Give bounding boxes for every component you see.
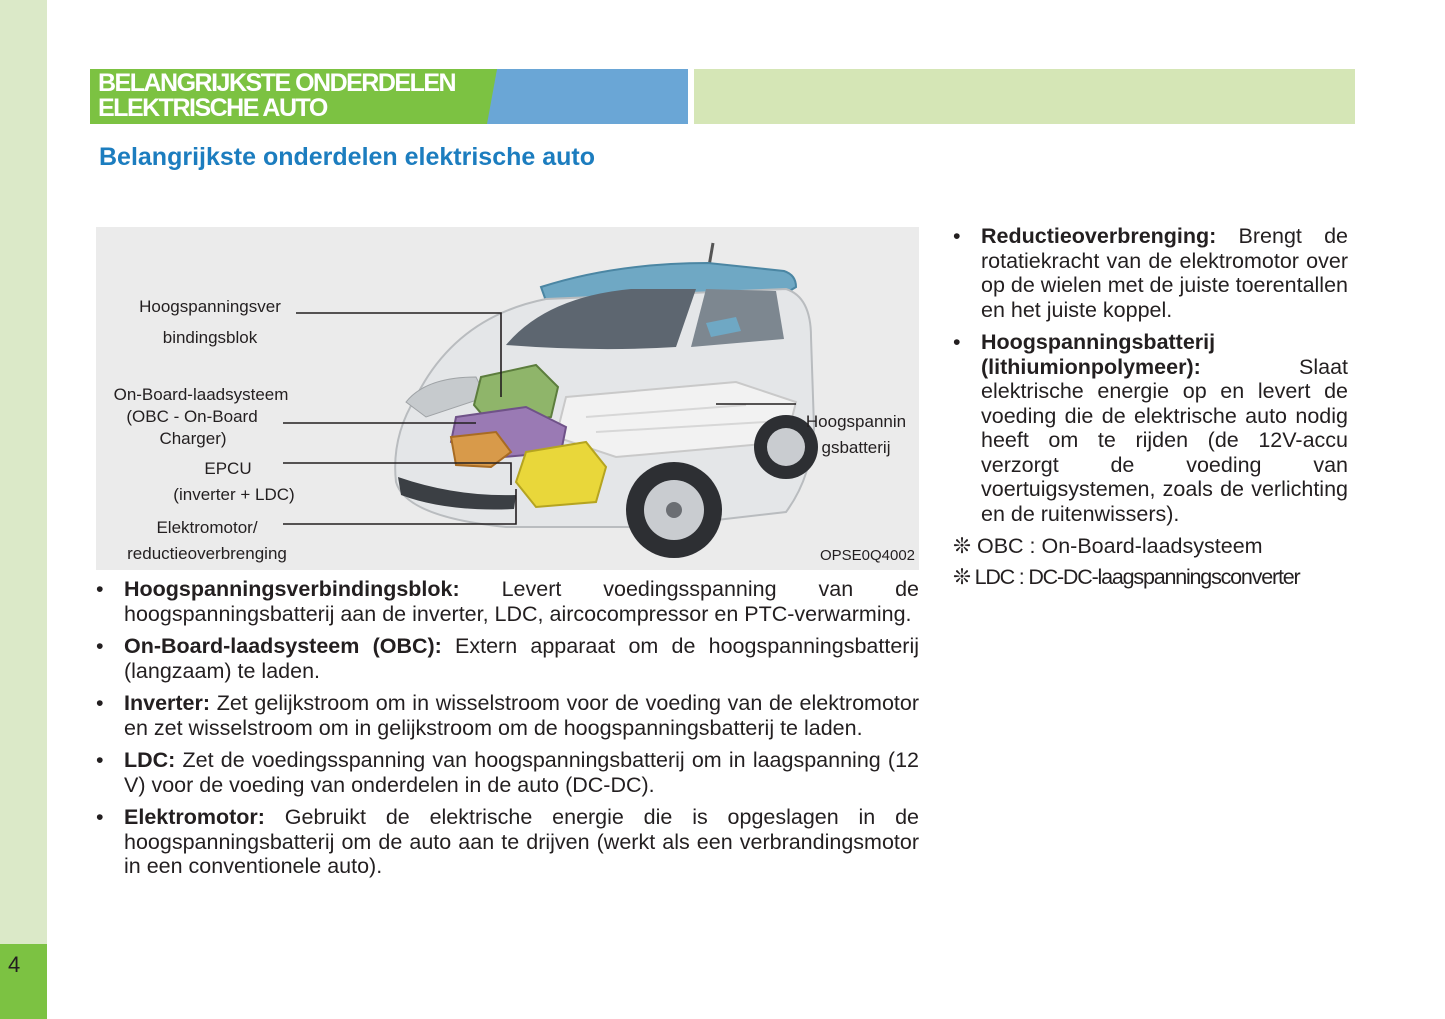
right-column (953, 224, 1348, 589)
list-item (96, 748, 919, 797)
chapter-title (98, 71, 455, 121)
label-hv-junction-line2: bindingsblok (162, 328, 258, 347)
label-obc-line1: On-Board-laadsysteem (113, 385, 289, 404)
label-obc (96, 384, 306, 450)
label-motor-line2: reductieoverbrenging (127, 544, 287, 563)
item-term: Hoogspanningsbatterij (lithiumionpolymeer): (981, 330, 1216, 379)
item-term: Elektromotor: (124, 805, 265, 829)
car-diagram (96, 227, 919, 570)
bullet: • (96, 577, 104, 601)
list-item (96, 634, 919, 683)
chapter-title-line1: BELANGRIJKSTE ONDERDELEN (98, 69, 456, 97)
label-hv-junction-line1: Hoogspanningsver (139, 297, 281, 316)
item-text: Slaat elektrische energie op en levert de voeding die de elektrische auto nodig heeft om te rijden (de 12V-accu verzorgt de voeding van voertuigsystemen, zoals de verlichting en de ruitenwissers). (981, 354, 1348, 526)
side-strip (0, 0, 47, 1019)
list-item (953, 330, 1348, 526)
label-battery (796, 409, 916, 461)
list-item (953, 224, 1348, 322)
item-text: Levert voedingsspanning van de hoogspanningsbatterij aan de inverter, LDC, aircocompressor en PTC-verwarming. (124, 577, 919, 626)
label-epcu-line1: EPCU (204, 459, 252, 478)
item-text: Gebruikt de elektrische energie die is opgeslagen in de hoogspanningsbatterij om de auto aan te drijven (werkt als een verbrandingsmotor in een conventionele auto). (124, 805, 919, 878)
item-text: Brengt de rotatiekracht van de elektromotor over op de wielen met de juiste toerentallen en het juiste koppel. (981, 224, 1348, 322)
item-term: LDC: (124, 748, 176, 772)
item-text: Zet de voedingsspanning van hoogspanningsbatterij om in laagspanning (12 V) voor de voeding van onderdelen in de auto (DC-DC). (124, 748, 919, 797)
label-hv-junction (122, 295, 298, 350)
list-item (96, 577, 919, 626)
header-blue-block (487, 69, 688, 124)
chapter-title-line2: ELEKTRISCHE AUTO (98, 94, 327, 122)
item-term: On-Board-laadsysteem (OBC): (124, 634, 442, 658)
bullet: • (96, 805, 104, 829)
bullet: • (96, 634, 104, 658)
item-text: Zet gelijkstroom om in wisselstroom voor de voeding van de elektromotor en zet wisselstroom om in gelijkstroom om de hoogspanningsbatterij te laden. (124, 691, 919, 740)
item-text: Extern apparaat om de hoogspanningsbatterij (langzaam) te laden. (124, 634, 920, 683)
bullet: • (96, 691, 104, 715)
item-term: Inverter: (124, 691, 211, 715)
list-item (96, 805, 919, 879)
label-epcu-line2: (inverter + LDC) (173, 485, 295, 504)
item-term: Reductieoverbrenging: (981, 224, 1217, 248)
figure-code: OPSE0Q4002 (819, 547, 915, 564)
bullet: • (96, 748, 104, 772)
item-term: Hoogspanningsverbindingsblok: (124, 577, 460, 601)
note-ldc: ❊ LDC : DC-DC-laagspanningsconverter (953, 564, 1300, 589)
label-obc-line3: Charger) (159, 429, 227, 448)
note-obc: ❊ OBC : On-Board-laadsysteem (953, 534, 1263, 558)
list-item (96, 691, 919, 740)
bullet: • (953, 330, 961, 354)
label-battery-line1: Hoogspannin (805, 412, 907, 431)
label-obc-line2: (OBC - On-Board (126, 407, 258, 426)
label-motor (112, 515, 302, 567)
label-battery-line2: gsbatterij (821, 438, 891, 457)
page-number: 4 (8, 952, 21, 977)
header-light-block (694, 69, 1355, 124)
bullet: • (953, 224, 961, 248)
label-epcu (148, 456, 308, 508)
label-motor-line1: Elektromotor/ (156, 518, 258, 537)
left-column (96, 577, 919, 887)
section-title: Belangrijkste onderdelen elektrische auto (99, 143, 595, 171)
